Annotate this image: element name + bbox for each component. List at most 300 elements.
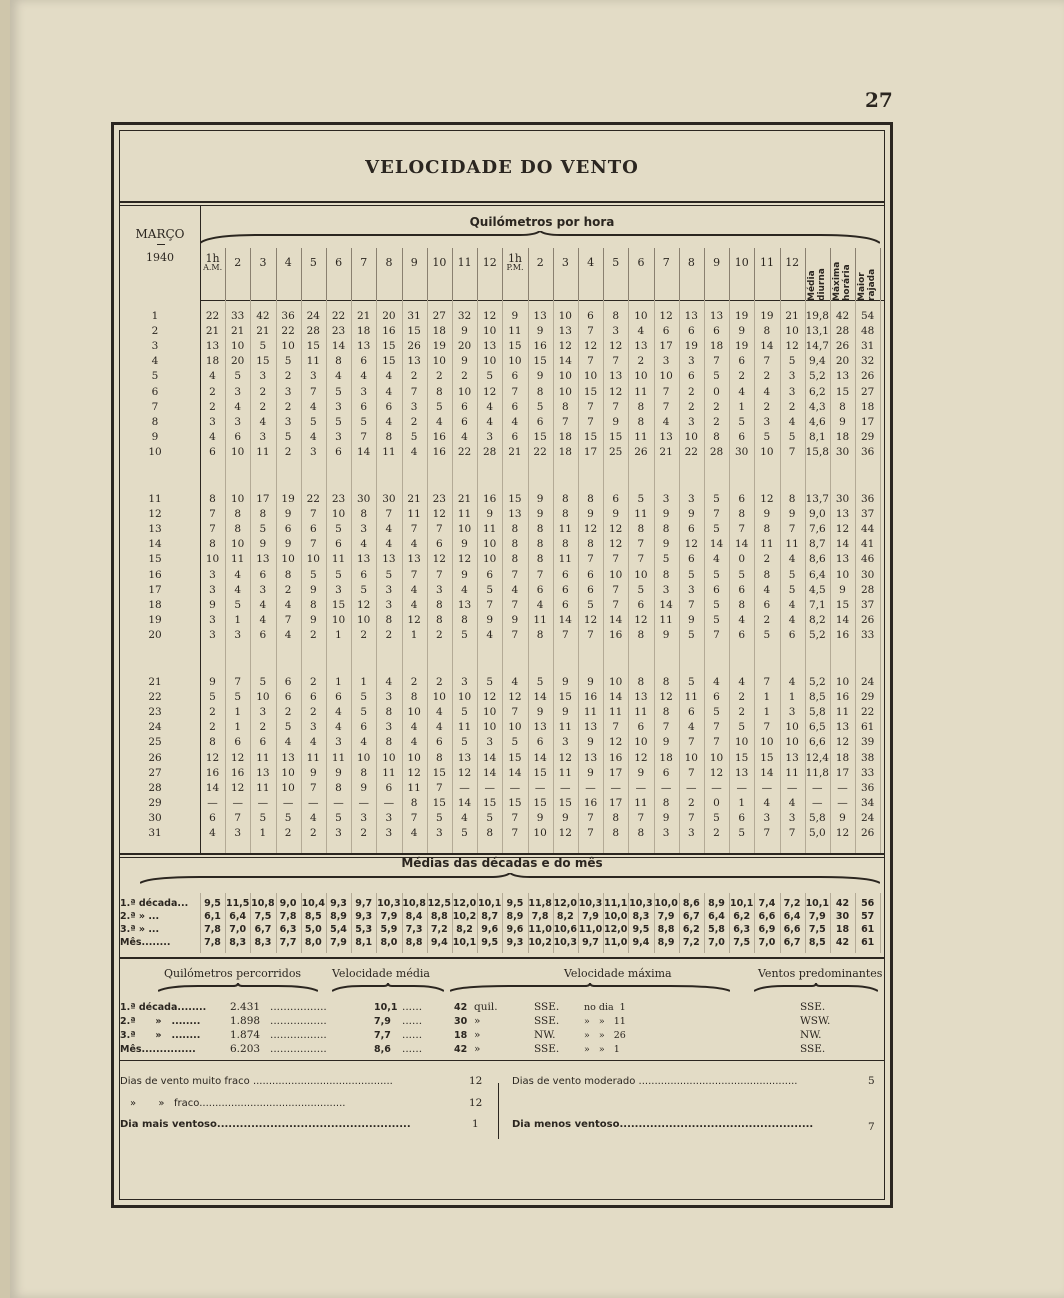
table-cell: 13: [357, 553, 371, 566]
table-cell: 15: [508, 751, 522, 764]
table-cell: 4: [637, 325, 645, 338]
table-cell: 7: [788, 523, 796, 536]
table-cell: 5: [637, 583, 645, 596]
table-cell: 9: [309, 613, 317, 626]
table-cell: 7: [763, 827, 771, 839]
table-cell: 17: [256, 493, 270, 505]
divider: [855, 893, 856, 953]
table-cell: 18: [709, 340, 724, 353]
table-cell: 4: [209, 370, 216, 383]
table-cell: 3: [687, 827, 695, 839]
table-cell: 4: [435, 721, 443, 734]
table-cell: 8: [335, 781, 342, 794]
table-cell: 6: [461, 400, 468, 413]
table-cell: 8: [385, 706, 393, 719]
table-cell: 5: [486, 811, 494, 824]
divider: [120, 205, 884, 206]
summary-vmax: 42: [454, 1044, 468, 1055]
table-cell: 3: [410, 400, 418, 413]
table-cell: 7: [713, 508, 720, 521]
table-cell: —: [484, 781, 495, 794]
table-cell: —: [308, 796, 319, 809]
table-cell: 10: [231, 340, 245, 353]
table-cell: 10: [432, 355, 446, 368]
table-cell: 22: [533, 445, 547, 458]
table-cell: 6: [435, 538, 443, 551]
medias-cell: 7,8: [279, 911, 297, 922]
table-cell: 61: [861, 721, 875, 734]
divider: [830, 893, 831, 953]
table-cell: 12: [609, 538, 623, 551]
table-cell: —: [660, 781, 672, 794]
divider: [880, 893, 881, 953]
table-cell: 4: [511, 676, 519, 688]
table-cell: 7: [234, 811, 242, 824]
divider: [805, 893, 806, 953]
medias-cell: 10,1: [729, 898, 754, 909]
table-cell: 4: [360, 736, 368, 749]
table-cell: 13: [382, 553, 396, 566]
summary-row-label: 3.ª » ........: [120, 1030, 201, 1041]
table-cell: 10: [785, 721, 799, 734]
summary-dir: SSE.: [534, 1015, 560, 1027]
table-cell: 15: [583, 430, 598, 443]
table-cell: 16: [231, 766, 245, 779]
medias-cell: 10,3: [553, 937, 578, 948]
day-number: 21: [148, 676, 162, 688]
table-cell: 15: [760, 751, 774, 764]
medias-cell: 10,3: [629, 898, 653, 909]
table-cell: 8: [713, 430, 720, 443]
table-cell: 5: [713, 568, 720, 581]
table-cell: 1: [788, 691, 796, 704]
table-cell: 11: [533, 613, 547, 626]
medias-cell: 42: [835, 937, 850, 948]
table-cell: 11: [231, 553, 245, 566]
table-cell: 2: [309, 706, 317, 719]
table-cell: 3: [209, 568, 216, 581]
table-cell: 7: [637, 553, 645, 566]
divider: [880, 248, 881, 300]
table-cell: 2: [284, 445, 292, 458]
table-cell: 4,6: [808, 415, 826, 428]
table-cell: 3: [461, 676, 468, 688]
table-cell: 8: [561, 508, 569, 521]
table-cell: 6: [662, 325, 670, 338]
divider: [157, 244, 165, 245]
medias-cell: 9,6: [506, 924, 524, 935]
table-inner-frame: [119, 130, 885, 1200]
table-cell: 9: [561, 706, 569, 719]
table-cell: 15: [533, 796, 547, 809]
table-cell: 10: [331, 613, 346, 626]
table-cell: 12: [357, 598, 371, 611]
summary-dir: NW.: [534, 1029, 556, 1041]
medias-cell: 11,0: [603, 937, 628, 948]
table-cell: 7: [234, 676, 242, 688]
table-cell: 30: [861, 568, 875, 581]
medias-cell: 8,0: [304, 937, 322, 948]
table-cell: 7: [713, 355, 720, 368]
table-cell: 15: [835, 598, 850, 611]
table-cell: 2: [209, 706, 216, 719]
brace-decoration: [200, 231, 880, 245]
table-cell: 2: [284, 370, 292, 383]
vmax-header: Velocidade máxima: [564, 967, 672, 980]
table-cell: 7: [511, 385, 519, 398]
table-cell: 12: [684, 538, 698, 551]
table-cell: 4: [410, 721, 418, 734]
mais-ventoso-label: Dia mais ventoso...................................................: [120, 1119, 411, 1130]
table-cell: 8: [637, 676, 645, 688]
table-cell: 10: [634, 568, 648, 581]
table-cell: 6: [561, 568, 569, 581]
table-cell: 14: [508, 766, 522, 779]
dotted-leader: .................: [270, 1001, 327, 1013]
table-cell: 5: [788, 568, 796, 581]
hour-header: 3: [259, 256, 267, 269]
divider: [780, 893, 781, 953]
table-cell: 10: [785, 325, 799, 338]
table-cell: 11: [583, 706, 598, 719]
table-cell: 8: [234, 523, 242, 536]
brace-decoration: [754, 983, 878, 993]
day-number: 10: [148, 445, 162, 458]
table-cell: 15: [382, 355, 396, 368]
summary-vmed: 8,6: [374, 1044, 391, 1055]
table-cell: 6: [587, 583, 594, 596]
table-cell: —: [635, 781, 647, 794]
divider: [679, 893, 680, 953]
table-cell: 4: [788, 613, 796, 626]
table-cell: 11: [331, 751, 346, 764]
table-cell: 7: [309, 781, 317, 794]
divider: [200, 893, 201, 953]
divider: [754, 893, 755, 953]
medias-cell: 10,1: [452, 937, 477, 948]
table-cell: 12,4: [805, 751, 829, 764]
page-title: VELOCIDADE DO VENTO: [365, 157, 639, 178]
table-cell: 6: [335, 691, 342, 704]
table-cell: 5: [713, 811, 720, 824]
table-cell: 20: [457, 340, 472, 353]
year-label: 1940: [146, 251, 174, 264]
table-cell: 6: [687, 370, 695, 383]
table-cell: 2: [435, 370, 443, 383]
medias-cell: 7,0: [708, 937, 725, 948]
medias-cell: 57: [861, 911, 875, 922]
summary-unit: »: [474, 1043, 481, 1055]
hour-header: 9: [410, 256, 418, 269]
table-cell: 11: [483, 523, 497, 536]
summary-vmax: 18: [454, 1030, 468, 1041]
hour-header: 8: [385, 256, 393, 269]
table-cell: 9: [511, 310, 519, 322]
table-cell: 32: [861, 355, 875, 368]
table-cell: 22: [684, 445, 698, 458]
vmed-header: Velocidade média: [332, 967, 430, 980]
table-cell: 15: [533, 430, 547, 443]
table-cell: 15: [432, 796, 446, 809]
table-cell: 6,4: [808, 568, 826, 581]
table-cell: 4: [788, 676, 796, 688]
table-cell: 8: [612, 827, 620, 839]
table-cell: 7: [511, 811, 519, 824]
table-cell: 8: [536, 628, 544, 641]
table-cell: 7: [561, 415, 569, 428]
medias-cell: 9,7: [582, 937, 599, 948]
day-number: 13: [148, 523, 162, 536]
hour-header: 2: [536, 256, 544, 269]
table-cell: 1: [335, 628, 342, 641]
table-cell: 13: [256, 766, 270, 779]
table-cell: 44: [861, 523, 875, 536]
table-cell: 19,8: [805, 310, 829, 322]
table-cell: 31: [861, 340, 875, 353]
table-cell: 5: [335, 415, 342, 428]
table-cell: 6: [738, 811, 746, 824]
table-cell: 6: [738, 355, 746, 368]
table-cell: 8: [637, 523, 645, 536]
table-cell: 4: [385, 523, 393, 536]
table-cell: 13: [835, 721, 850, 734]
table-cell: 7: [410, 523, 418, 536]
day-number: 8: [151, 415, 159, 428]
table-cell: 4: [511, 583, 519, 596]
table-cell: 42: [256, 310, 270, 322]
table-cell: 4: [335, 706, 342, 719]
table-cell: 7: [687, 736, 695, 749]
table-cell: 12: [558, 340, 572, 353]
table-cell: 12: [457, 766, 472, 779]
table-cell: 10: [508, 721, 522, 734]
table-cell: 14: [835, 613, 850, 626]
table-cell: 2: [309, 827, 317, 839]
day-number: 18: [148, 598, 162, 611]
table-cell: 15,8: [805, 445, 829, 458]
table-cell: 33: [861, 766, 875, 779]
table-cell: 3: [259, 706, 267, 719]
table-cell: 15: [583, 385, 598, 398]
table-cell: 4: [259, 415, 267, 428]
table-cell: 8: [385, 430, 393, 443]
table-cell: 9: [662, 628, 670, 641]
table-cell: 16: [583, 796, 598, 809]
table-cell: 8: [335, 355, 342, 368]
table-cell: 28: [709, 445, 724, 458]
table-cell: 1: [763, 706, 771, 719]
table-cell: 4: [385, 676, 393, 688]
table-cell: 5: [209, 691, 216, 704]
table-cell: 12: [634, 613, 648, 626]
table-cell: 5: [738, 721, 746, 734]
table-cell: 3: [209, 583, 216, 596]
table-cell: 11: [407, 781, 421, 794]
table-cell: 3: [687, 583, 695, 596]
medias-cell: 56: [861, 898, 875, 909]
medias-cell: 8,9: [330, 911, 347, 922]
table-cell: 12: [231, 781, 245, 794]
table-cell: 3: [335, 430, 342, 443]
table-cell: 4: [713, 553, 720, 566]
table-cell: 12: [583, 523, 598, 536]
table-cell: —: [282, 796, 294, 809]
table-cell: 5,2: [808, 370, 826, 383]
table-cell: 4: [284, 628, 292, 641]
table-cell: 8: [662, 568, 670, 581]
table-cell: 4: [410, 598, 418, 611]
table-cell: 6: [763, 598, 771, 611]
table-cell: 12: [231, 751, 245, 764]
table-cell: 6: [637, 721, 645, 734]
table-cell: 12: [609, 736, 623, 749]
table-cell: 13: [533, 721, 547, 734]
table-cell: 7: [209, 523, 216, 536]
medias-cell: 7,9: [330, 937, 347, 948]
table-cell: 14: [483, 766, 497, 779]
page-number: 27: [865, 88, 893, 112]
table-cell: 2: [763, 400, 771, 413]
table-cell: 8: [612, 310, 620, 322]
table-cell: 7: [511, 706, 519, 719]
table-cell: 9: [587, 736, 594, 749]
table-cell: 26: [634, 445, 648, 458]
medias-cell: 6,7: [682, 911, 700, 922]
medias-cell: 7,8: [204, 924, 221, 935]
table-cell: 10: [533, 827, 547, 839]
summary-vent: WSW.: [800, 1015, 831, 1027]
table-cell: 5: [284, 811, 292, 824]
medias-cell: 9,5: [481, 937, 499, 948]
table-cell: 3: [234, 628, 242, 641]
table-cell: 14: [331, 340, 346, 353]
table-cell: 17: [835, 766, 850, 779]
table-cell: 31: [407, 310, 421, 322]
table-cell: 15: [407, 325, 421, 338]
table-cell: 3: [309, 370, 317, 383]
table-cell: 10: [382, 751, 396, 764]
table-cell: 7: [511, 568, 519, 581]
table-cell: 9: [309, 766, 317, 779]
table-cell: 3: [662, 355, 670, 368]
table-frame: [111, 122, 893, 1208]
table-cell: 19: [684, 340, 698, 353]
table-cell: 8: [637, 628, 645, 641]
table-cell: —: [761, 781, 773, 794]
table-cell: 2: [763, 370, 771, 383]
hour-header: 11: [457, 256, 472, 269]
table-cell: 3: [486, 430, 494, 443]
table-cell: 4: [410, 583, 418, 596]
table-cell: 5: [687, 568, 695, 581]
table-cell: 5: [461, 736, 468, 749]
day-number: 28: [148, 781, 162, 794]
table-cell: 9: [839, 583, 846, 596]
table-cell: 5: [309, 568, 317, 581]
table-cell: 1: [763, 691, 771, 704]
summary-dir: SSE.: [534, 1001, 560, 1013]
medias-cell: 11,0: [578, 924, 603, 935]
table-cell: 5: [259, 523, 267, 536]
table-cell: 26: [861, 827, 875, 839]
table-cell: 2: [461, 370, 468, 383]
table-cell: 8: [486, 827, 494, 839]
table-cell: 11: [659, 613, 673, 626]
table-cell: 12: [407, 613, 421, 626]
table-cell: 4: [309, 811, 317, 824]
table-cell: 5: [461, 827, 468, 839]
table-cell: 9: [536, 508, 544, 521]
table-cell: 3: [335, 400, 342, 413]
table-cell: 14: [760, 766, 774, 779]
table-cell: 13: [684, 310, 698, 322]
hour-header: 12: [482, 256, 497, 269]
table-cell: 4: [435, 415, 443, 428]
medias-cell: 10,2: [452, 911, 477, 922]
medias-cell: 61: [861, 937, 875, 948]
medias-row-label: 2.ª » ...: [120, 911, 160, 922]
table-cell: 5: [284, 721, 292, 734]
days-muito-fraco-value: 12: [469, 1075, 483, 1087]
table-cell: 7: [309, 508, 317, 521]
table-cell: 9: [209, 598, 216, 611]
vent-header: Ventos predominantes: [758, 967, 883, 980]
table-cell: 4: [738, 613, 746, 626]
divider: [553, 893, 554, 953]
table-cell: 7: [561, 628, 569, 641]
day-number: 19: [148, 613, 162, 626]
table-cell: —: [837, 796, 848, 809]
table-cell: 4: [410, 736, 418, 749]
table-cell: 5: [687, 628, 695, 641]
table-cell: 5: [486, 583, 494, 596]
table-cell: 12: [558, 751, 572, 764]
table-cell: 1: [234, 721, 242, 734]
table-cell: 10: [231, 493, 245, 505]
table-cell: 5,0: [808, 827, 826, 839]
table-cell: 3: [763, 811, 771, 824]
table-cell: —: [358, 796, 369, 809]
dotted-leader: ......: [402, 1015, 423, 1027]
table-cell: 2: [713, 415, 720, 428]
table-cell: —: [257, 796, 269, 809]
table-cell: 6: [360, 568, 368, 581]
table-cell: 5: [335, 385, 342, 398]
table-cell: 2: [763, 613, 771, 626]
table-cell: 11: [609, 706, 623, 719]
table-cell: 12: [634, 751, 648, 764]
table-cell: 7: [385, 508, 393, 521]
medias-cell: 6,4: [708, 911, 725, 922]
table-cell: 8: [435, 385, 443, 398]
table-cell: 11: [306, 355, 320, 368]
table-cell: 9: [461, 325, 468, 338]
table-cell: 28: [835, 325, 850, 338]
table-cell: 4: [284, 598, 292, 611]
table-cell: 9: [486, 508, 494, 521]
table-cell: 3: [788, 706, 796, 719]
table-cell: 7: [612, 553, 620, 566]
medias-cell: 42: [835, 898, 850, 909]
table-cell: 7: [410, 568, 418, 581]
medias-cell: 7,3: [405, 924, 423, 935]
table-cell: 27: [861, 385, 875, 398]
table-cell: 13: [533, 310, 547, 322]
medias-cell: 6,4: [783, 911, 801, 922]
mais-ventoso-text: Dia mais ventoso: [120, 1119, 217, 1130]
table-cell: 12: [760, 493, 774, 505]
table-cell: 7: [763, 355, 771, 368]
